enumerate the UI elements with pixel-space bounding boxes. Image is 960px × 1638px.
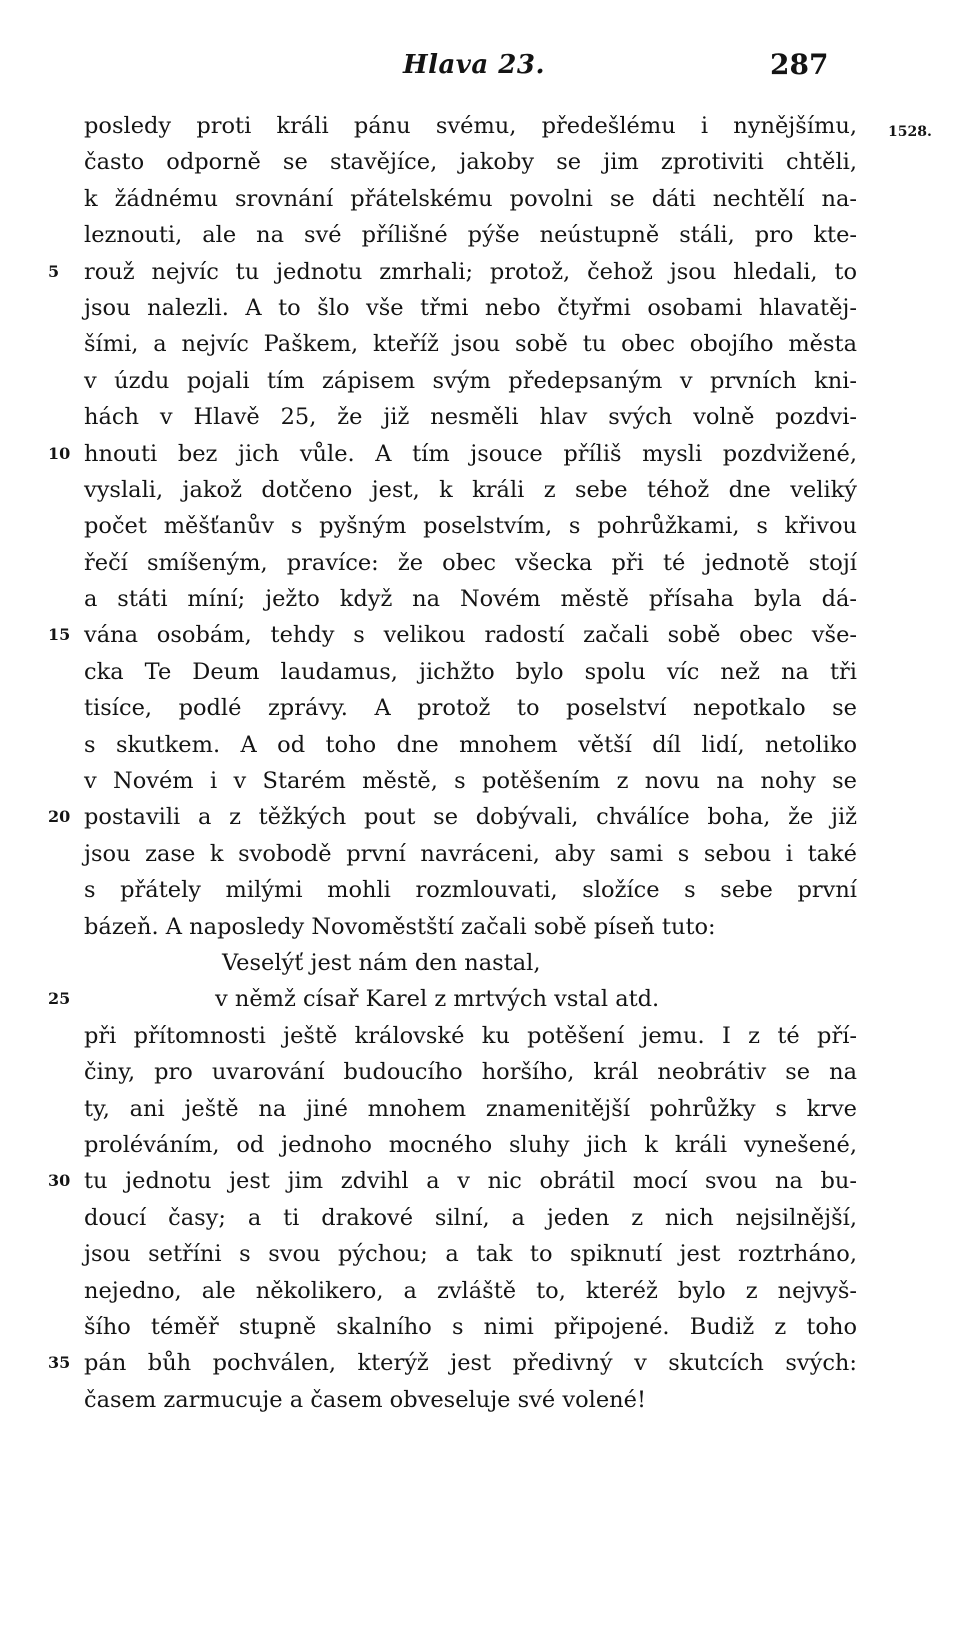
text-line	[0, 254, 960, 290]
text-line	[0, 1091, 960, 1127]
text-line	[0, 436, 960, 472]
text-line	[0, 872, 960, 908]
text-line	[0, 581, 960, 617]
line-text: řečí smíšeným, pravíce: že obec všecka při té jednotě stojí	[84, 549, 857, 576]
text-line	[0, 181, 960, 217]
text-line	[0, 1200, 960, 1236]
line-text: posledy proti králi pánu svému, předešlému i nynějšímu,	[84, 113, 857, 139]
text-line	[0, 545, 960, 581]
margin-year-note: 1528.	[888, 124, 932, 140]
line-text: vána osobám, tehdy s velikou radostí začali sobě obec vše-	[84, 622, 857, 649]
line-number: 15	[48, 625, 71, 645]
line-text: v němž císař Karel z mrtvých vstal atd.	[215, 986, 660, 1013]
page-number: 287	[770, 48, 829, 81]
text-line	[0, 1236, 960, 1272]
line-text: postavili a z těžkých pout se dobývali, chválíce boha, že již	[84, 804, 857, 831]
text-line	[0, 617, 960, 653]
text-line	[0, 217, 960, 253]
line-text: často odporně se stavějíce, jakoby se jim zprotiviti chtěli,	[84, 149, 857, 176]
line-text: ty, ani ještě na jiné mnohem znamenitější pohrůžky s krve	[84, 1095, 857, 1122]
text-line	[0, 326, 960, 362]
text-line	[0, 1309, 960, 1345]
text-line	[0, 981, 960, 1017]
text-line	[0, 1345, 960, 1381]
line-text: v Novém i v Starém městě, s potěšením z novu na nohy se	[84, 768, 857, 795]
text-line	[0, 909, 960, 945]
text-line	[0, 290, 960, 326]
text-line	[0, 799, 960, 835]
line-text: doucí časy; a ti drakové silní, a jeden z nich nejsilnější,	[84, 1204, 857, 1231]
line-number: 30	[48, 1171, 71, 1191]
text-line	[0, 508, 960, 544]
line-text: vyslali, jakož dotčeno jest, k králi z sebe téhož dne veliký	[84, 476, 857, 503]
text-line	[0, 690, 960, 726]
text-line	[0, 654, 960, 690]
line-text: pán bůh pochválen, kterýž jest předivný v skutcích svých:	[84, 1350, 857, 1377]
running-head-title: Hlava 23.	[403, 50, 546, 80]
line-text: činy, pro uvarování budoucího horšího, král neobrátiv se na	[84, 1059, 857, 1086]
line-text: jsou zase k svobodě první navráceni, aby sami s sebou i také	[84, 840, 857, 867]
line-text: v úzdu pojali tím zápisem svým předepsaným v prvních kni-	[84, 367, 857, 394]
line-text: cka Te Deum laudamus, jichžto bylo spolu víc než na tři	[84, 658, 857, 685]
line-text: proléváním, od jednoho mocného sluhy jich k králi vynešené,	[84, 1131, 857, 1158]
text-line	[0, 1054, 960, 1090]
line-number: 25	[48, 989, 71, 1009]
line-text: tu jednotu jest jim zdvihl a v nic obrátil mocí svou na bu-	[84, 1168, 857, 1195]
text-line	[0, 1163, 960, 1199]
line-text: bázeň. A naposledy Novoměstští začali sobě píseň tuto:	[84, 913, 716, 940]
text-line	[0, 1382, 960, 1418]
line-text: počet měšťanův s pyšným poselstvím, s pohrůžkami, s křivou	[84, 513, 857, 540]
line-text: tisíce, podlé zprávy. A protož to poselství nepotkalo se	[84, 695, 857, 722]
text-line	[0, 1273, 960, 1309]
text-line	[0, 1127, 960, 1163]
text-line	[0, 472, 960, 508]
text-line	[0, 399, 960, 435]
line-text: jsou nalezli. A to šlo vše třmi nebo čtyřmi osobami hlavatěj-	[84, 294, 857, 321]
line-text: Veselýť jest nám den nastal,	[222, 949, 541, 976]
text-line	[0, 1018, 960, 1054]
line-number: 35	[48, 1353, 71, 1373]
line-text: k žádnému srovnání přátelskému povolni se dáti nechtělí na-	[84, 185, 857, 212]
text-line	[0, 727, 960, 763]
line-text: leznouti, ale na své přílišné pýše neústupně stáli, pro kte-	[84, 222, 857, 249]
line-text: hách v Hlavě 25, že již nesměli hlav svých volně pozdvi-	[84, 404, 857, 431]
text-line	[0, 836, 960, 872]
line-text: a státi míní; ježto když na Novém městě přísaha byla dá-	[84, 586, 857, 613]
text-line	[0, 363, 960, 399]
line-text: šího téměř stupně skalního s nimi připojené. Budiž z toho	[84, 1313, 857, 1340]
line-text: časem zarmucuje a časem obveseluje své volené!	[84, 1386, 646, 1413]
line-text: rouž nejvíc tu jednotu zmrhali; protož, čehož jsou hledali, to	[84, 258, 857, 285]
line-text: s přátely milými mohli rozmlouvati, složíce s sebe první	[84, 877, 857, 904]
text-line	[0, 108, 960, 144]
line-number: 5	[48, 261, 60, 281]
line-text: hnouti bez jich vůle. A tím jsouce příliš mysli pozdvižené,	[84, 440, 857, 467]
line-text: s skutkem. A od toho dne mnohem větší díl lidí, netoliko	[84, 731, 857, 758]
line-text: nejedno, ale několikero, a zvláště to, kteréž bylo z nejvyš-	[84, 1277, 857, 1304]
text-line	[0, 945, 960, 981]
body-text	[0, 108, 960, 1418]
line-number: 20	[48, 807, 71, 827]
line-text: při přítomnosti ještě královské ku potěšení jemu. I z té pří-	[84, 1022, 857, 1049]
line-number: 10	[48, 443, 71, 463]
text-line	[0, 763, 960, 799]
line-text: jsou setříni s svou pýchou; a tak to spiknutí jest roztrháno,	[84, 1241, 857, 1268]
text-line	[0, 144, 960, 180]
line-text: šími, a nejvíc Paškem, kteříž jsou sobě tu obec obojího města	[84, 331, 857, 358]
